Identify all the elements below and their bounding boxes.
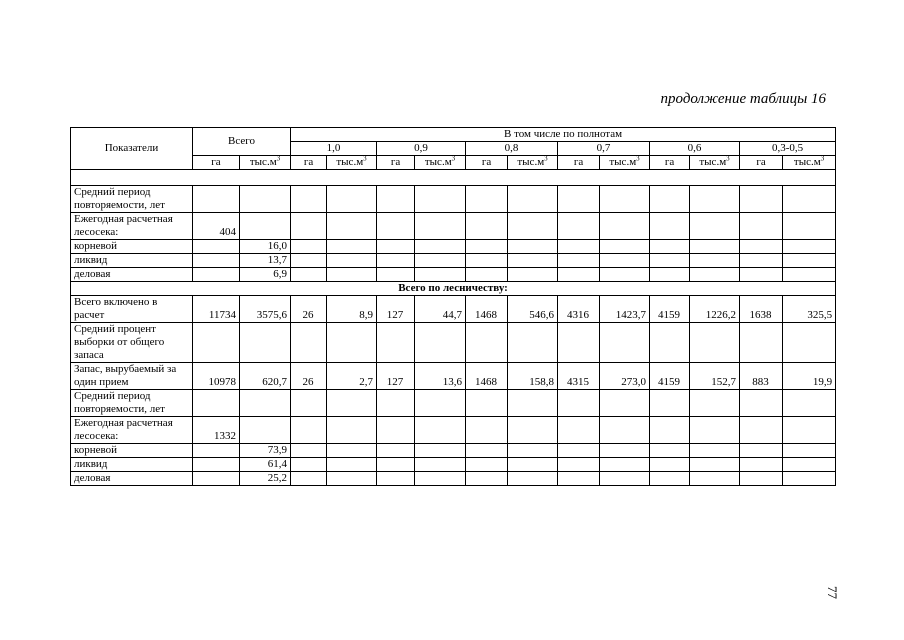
- table-cell: [240, 213, 291, 240]
- table-row: [71, 390, 836, 417]
- table-cell: [600, 213, 650, 240]
- table-cell: [240, 417, 291, 444]
- table-cell: [558, 254, 600, 268]
- table-cell: [740, 323, 783, 363]
- table-cell: [600, 458, 650, 472]
- table-cell: [740, 472, 783, 486]
- table-cell: 325,5: [783, 296, 836, 323]
- table-cell: 4159: [650, 363, 690, 390]
- table-cell: [650, 323, 690, 363]
- table-cell: [600, 323, 650, 363]
- density-header: 1,0: [291, 142, 377, 156]
- table-cell: [558, 240, 600, 254]
- unit-ha-header: га: [558, 156, 600, 170]
- table-cell: [240, 323, 291, 363]
- table-cell: 1638: [740, 296, 783, 323]
- table-cell: [291, 417, 327, 444]
- table-cell: [690, 472, 740, 486]
- table-cell: [327, 323, 377, 363]
- table-cell: [650, 444, 690, 458]
- table-cell: [415, 240, 466, 254]
- table-cell: [558, 213, 600, 240]
- table-cell: [558, 472, 600, 486]
- unit-ha-header: га: [650, 156, 690, 170]
- section-title: Всего по лесничеству:: [71, 282, 836, 296]
- table-cell: [690, 417, 740, 444]
- table-cell: [690, 323, 740, 363]
- table-cell: [600, 390, 650, 417]
- table-cell: [690, 268, 740, 282]
- table-cell: [783, 417, 836, 444]
- table-cell: 13,7: [240, 254, 291, 268]
- table-cell: [466, 268, 508, 282]
- table-cell: 25,2: [240, 472, 291, 486]
- unit-volume-exponent: 3: [363, 155, 367, 163]
- table-cell: [466, 254, 508, 268]
- table-cell: [415, 390, 466, 417]
- table-row: [71, 268, 836, 282]
- unit-volume-exponent: 3: [451, 155, 456, 163]
- table-row: [71, 417, 836, 444]
- table-cell: [740, 268, 783, 282]
- table-cell: [466, 390, 508, 417]
- table-cell: [508, 254, 558, 268]
- density-header: 0,7: [558, 142, 650, 156]
- table-caption: продолжение таблицы 16: [660, 91, 826, 107]
- table-cell: [193, 444, 240, 458]
- page-number: 77: [825, 586, 840, 599]
- table-cell: [466, 444, 508, 458]
- table-cell: [377, 417, 415, 444]
- table-cell: [783, 213, 836, 240]
- table-cell: [291, 390, 327, 417]
- unit-volume-text: тыс.м: [424, 156, 452, 168]
- table-cell: [650, 186, 690, 213]
- table-row: [71, 363, 836, 390]
- unit-ha-header: га: [291, 156, 327, 170]
- table-cell: [291, 186, 327, 213]
- table-body: [71, 170, 836, 486]
- table-cell: [690, 240, 740, 254]
- unit-volume-header: [508, 156, 558, 170]
- table-cell: [327, 417, 377, 444]
- table-cell: 13,6: [415, 363, 466, 390]
- table-cell: [193, 240, 240, 254]
- table-cell: [291, 268, 327, 282]
- table-cell: [377, 240, 415, 254]
- table-cell: 883: [740, 363, 783, 390]
- table-cell: [415, 186, 466, 213]
- table-cell: [508, 458, 558, 472]
- table-cell: [377, 458, 415, 472]
- table-cell: [240, 390, 291, 417]
- table-cell: [740, 458, 783, 472]
- table-cell: 1468: [466, 296, 508, 323]
- section-row: [71, 282, 836, 296]
- table-cell: [377, 472, 415, 486]
- table-cell: [415, 254, 466, 268]
- table-cell: [415, 417, 466, 444]
- row-label: деловая: [71, 268, 193, 282]
- unit-volume-exponent: 3: [544, 155, 548, 163]
- table-cell: [600, 417, 650, 444]
- table-cell: [558, 390, 600, 417]
- table-cell: [740, 444, 783, 458]
- unit-volume-exponent: 3: [636, 155, 640, 163]
- table-row: [71, 296, 836, 323]
- table-cell: [690, 254, 740, 268]
- table-cell: [508, 268, 558, 282]
- row-label: ликвид: [71, 254, 193, 268]
- table-cell: [740, 213, 783, 240]
- unit-volume-header: [690, 156, 740, 170]
- table-cell: [327, 444, 377, 458]
- table-cell: [600, 444, 650, 458]
- header-by-density: В том числе по полнотам: [291, 128, 836, 142]
- table-cell: [193, 268, 240, 282]
- table-cell: [783, 254, 836, 268]
- table-cell: [327, 268, 377, 282]
- table-cell: 3575,6: [240, 296, 291, 323]
- row-label: ликвид: [71, 458, 193, 472]
- table-cell: [508, 213, 558, 240]
- table-cell: [740, 240, 783, 254]
- table-cell: [783, 323, 836, 363]
- table-cell: 1423,7: [600, 296, 650, 323]
- table-cell: [291, 444, 327, 458]
- table-cell: [466, 417, 508, 444]
- table-cell: 6,9: [240, 268, 291, 282]
- table-cell: 26: [291, 363, 327, 390]
- table-cell: [650, 390, 690, 417]
- row-label: Ежегодная расчетная лесосека:: [71, 213, 193, 240]
- unit-ha-header: га: [466, 156, 508, 170]
- table-cell: [600, 472, 650, 486]
- table-cell: [240, 186, 291, 213]
- table-cell: [291, 458, 327, 472]
- table-cell: 127: [377, 363, 415, 390]
- table-cell: [415, 472, 466, 486]
- table-cell: 546,6: [508, 296, 558, 323]
- table-cell: [466, 323, 508, 363]
- table-cell: [558, 268, 600, 282]
- table-cell: [327, 254, 377, 268]
- table-cell: [690, 390, 740, 417]
- table-cell: [650, 417, 690, 444]
- table-cell: [377, 186, 415, 213]
- table-cell: [415, 213, 466, 240]
- table-row: [71, 186, 836, 213]
- table-cell: [783, 390, 836, 417]
- unit-volume-header: [415, 156, 466, 170]
- table-cell: [558, 323, 600, 363]
- row-label: Средний период повторяемости, лет: [71, 186, 193, 213]
- table-cell: [193, 390, 240, 417]
- table-row: [71, 254, 836, 268]
- table-cell: [193, 254, 240, 268]
- table-cell: [600, 240, 650, 254]
- density-header: 0,6: [650, 142, 740, 156]
- unit-volume-header: [327, 156, 377, 170]
- table-cell: [783, 458, 836, 472]
- row-label: Запас, вырубаемый за один прием: [71, 363, 193, 390]
- table-cell: [508, 444, 558, 458]
- unit-volume-header: [240, 156, 291, 170]
- table-cell: [600, 268, 650, 282]
- table-cell: [415, 444, 466, 458]
- table-cell: [690, 458, 740, 472]
- table-row: [71, 240, 836, 254]
- table-cell: [783, 268, 836, 282]
- table-cell: [508, 472, 558, 486]
- table-cell: [600, 186, 650, 213]
- unit-volume-text: тыс.м: [336, 156, 364, 168]
- table-cell: [377, 268, 415, 282]
- table-cell: [690, 444, 740, 458]
- table-row: [71, 472, 836, 486]
- table-cell: [508, 323, 558, 363]
- unit-ha-header: га: [377, 156, 415, 170]
- spacer-row: [71, 170, 836, 186]
- table-cell: 4316: [558, 296, 600, 323]
- table-cell: [377, 390, 415, 417]
- table-cell: 73,9: [240, 444, 291, 458]
- table-cell: 26: [291, 296, 327, 323]
- unit-volume-text: тыс.м: [249, 156, 277, 168]
- data-table: [70, 127, 836, 486]
- table-cell: [740, 417, 783, 444]
- table-row: [71, 213, 836, 240]
- table-cell: 404: [193, 213, 240, 240]
- table-cell: [690, 213, 740, 240]
- unit-volume-exponent: 3: [276, 155, 281, 163]
- table-cell: [193, 472, 240, 486]
- table-cell: [783, 444, 836, 458]
- unit-volume-header: [783, 156, 836, 170]
- table-cell: [558, 444, 600, 458]
- table-cell: 10978: [193, 363, 240, 390]
- table-cell: [600, 254, 650, 268]
- table-cell: [508, 186, 558, 213]
- table-cell: [415, 268, 466, 282]
- table-cell: 273,0: [600, 363, 650, 390]
- unit-volume-text: тыс.м: [609, 156, 637, 168]
- table-cell: [291, 240, 327, 254]
- table-cell: [740, 390, 783, 417]
- table-cell: [558, 417, 600, 444]
- table-cell: [377, 213, 415, 240]
- table-cell: [415, 323, 466, 363]
- table-cell: [650, 213, 690, 240]
- unit-volume-exponent: 3: [726, 155, 730, 163]
- row-label: Ежегодная расчетная лесосека:: [71, 417, 193, 444]
- table-cell: 19,9: [783, 363, 836, 390]
- table-cell: 158,8: [508, 363, 558, 390]
- density-header: 0,9: [377, 142, 466, 156]
- table-header: [71, 128, 836, 170]
- table-cell: 44,7: [415, 296, 466, 323]
- table-cell: [466, 213, 508, 240]
- unit-ha-header: га: [740, 156, 783, 170]
- unit-volume-exponent: 3: [820, 155, 825, 163]
- table-cell: [377, 323, 415, 363]
- table-cell: 4159: [650, 296, 690, 323]
- table-cell: 127: [377, 296, 415, 323]
- table-cell: [193, 458, 240, 472]
- table-cell: [327, 472, 377, 486]
- table-cell: [193, 186, 240, 213]
- table-cell: [291, 213, 327, 240]
- table-cell: 11734: [193, 296, 240, 323]
- unit-ha-header: га: [193, 156, 240, 170]
- table-cell: [327, 390, 377, 417]
- table-cell: [377, 444, 415, 458]
- table-cell: 1226,2: [690, 296, 740, 323]
- table-cell: 4315: [558, 363, 600, 390]
- table-cell: 152,7: [690, 363, 740, 390]
- table-cell: [327, 186, 377, 213]
- table-row: [71, 458, 836, 472]
- header-indicators: Показатели: [71, 128, 193, 170]
- table-cell: [783, 240, 836, 254]
- table-cell: [650, 472, 690, 486]
- table-cell: [558, 186, 600, 213]
- table-cell: [327, 213, 377, 240]
- spacer-cell: [71, 170, 836, 186]
- table-cell: 1332: [193, 417, 240, 444]
- unit-volume-text: тыс.м: [517, 156, 545, 168]
- row-label: корневой: [71, 240, 193, 254]
- table-cell: 16,0: [240, 240, 291, 254]
- table-cell: 2,7: [327, 363, 377, 390]
- density-header: 0,3-0,5: [740, 142, 836, 156]
- table-cell: [508, 417, 558, 444]
- unit-volume-header: [600, 156, 650, 170]
- header-total: Всего: [193, 128, 291, 156]
- table-cell: [690, 186, 740, 213]
- table-cell: [291, 254, 327, 268]
- table-cell: [327, 458, 377, 472]
- table-cell: [650, 240, 690, 254]
- table-cell: [783, 472, 836, 486]
- table-cell: [740, 186, 783, 213]
- table-cell: [650, 254, 690, 268]
- row-label: Всего включено в расчет: [71, 296, 193, 323]
- table-cell: [558, 458, 600, 472]
- table-cell: [193, 323, 240, 363]
- table-cell: 8,9: [327, 296, 377, 323]
- density-header: 0,8: [466, 142, 558, 156]
- table-cell: [466, 186, 508, 213]
- table-cell: [415, 458, 466, 472]
- table-cell: [377, 254, 415, 268]
- table-cell: [508, 240, 558, 254]
- unit-volume-text: тыс.м: [793, 156, 821, 168]
- table-cell: 620,7: [240, 363, 291, 390]
- table-cell: [291, 472, 327, 486]
- table-cell: [466, 240, 508, 254]
- table-cell: [740, 254, 783, 268]
- table-cell: [650, 268, 690, 282]
- table-cell: 1468: [466, 363, 508, 390]
- table-cell: [508, 390, 558, 417]
- row-label: деловая: [71, 472, 193, 486]
- row-label: корневой: [71, 444, 193, 458]
- row-label: Средний процент выборки от общего запаса: [71, 323, 193, 363]
- table-row: [71, 323, 836, 363]
- table-cell: 61,4: [240, 458, 291, 472]
- table-cell: [291, 323, 327, 363]
- table-cell: [466, 458, 508, 472]
- table-cell: [650, 458, 690, 472]
- row-label: Средний период повторяемости, лет: [71, 390, 193, 417]
- table-cell: [783, 186, 836, 213]
- table-cell: [327, 240, 377, 254]
- table-row: [71, 444, 836, 458]
- table-cell: [466, 472, 508, 486]
- unit-volume-text: тыс.м: [699, 156, 727, 168]
